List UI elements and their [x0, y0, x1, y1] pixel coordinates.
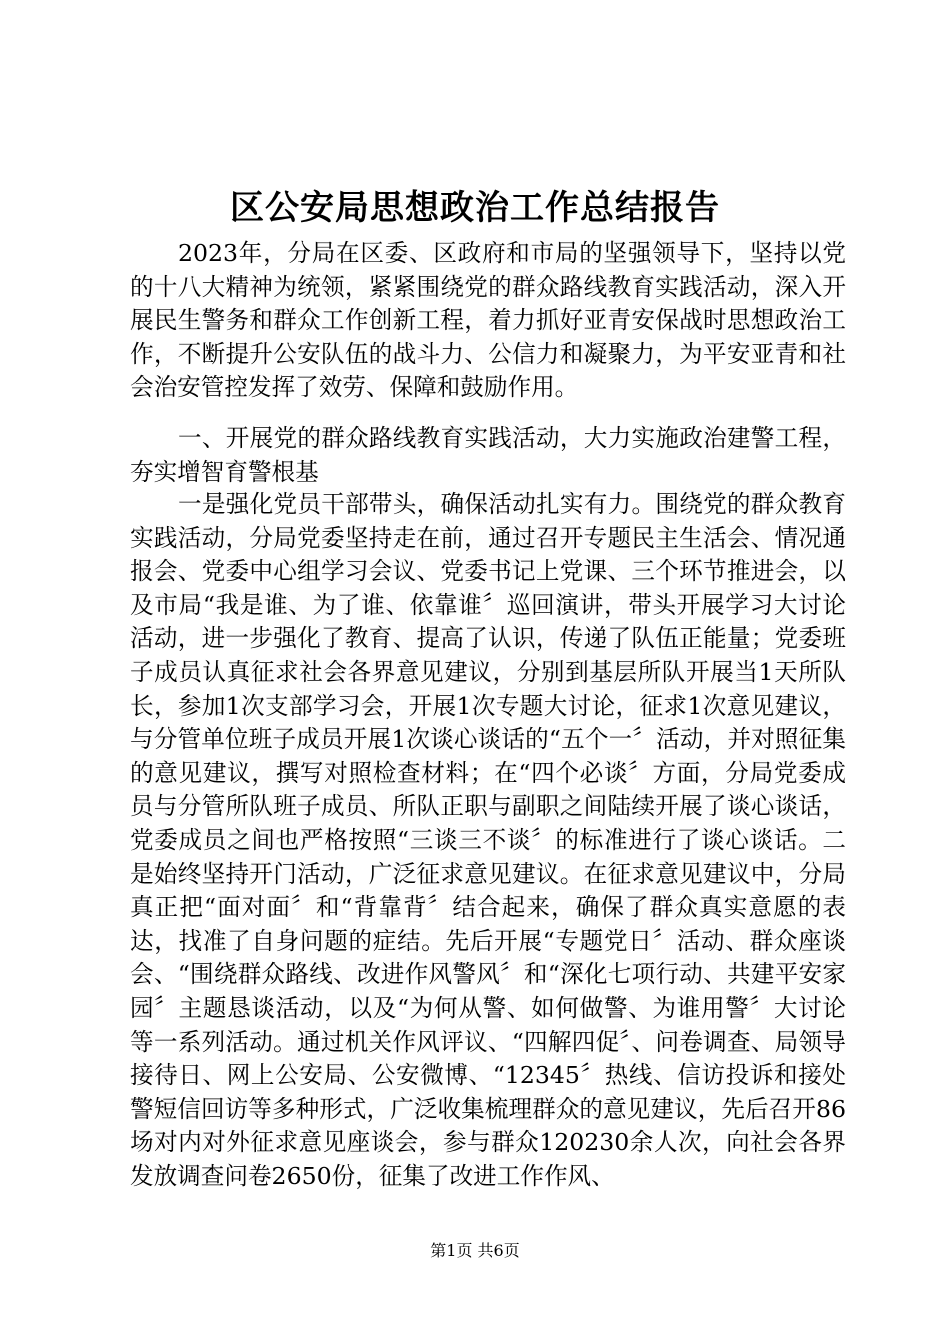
document-title: 区公安局思想政治工作总结报告 [230, 188, 720, 228]
intro-paragraph: 2023年，分局在区委、区政府和市局的坚强领导下，坚持以党的十八大精神为统领，紧紧围绕党的群众路线教育实践活动，深入开展民生警务和群众工作创新工程，着力抓好亚青安保战时思想政治工作，不断提升公安队伍的战斗力、公信力和凝聚力，为平安亚青和社会治安管控发挥了效劳、保障和鼓励作用。 [130, 239, 846, 402]
section-heading: 一、开展党的群众路线教育实践活动，大力实施政治建警工程，夯实增智育警根基 [130, 424, 846, 486]
section-paragraph: 一是强化党员干部带头，确保活动扎实有力。围绕党的群众教育实践活动，分局党委坚持走在前，通过召开专题民主生活会、情况通报会、党委中心组学习会议、党委书记上党课、三个环节推进会，以及市局“我是谁、为了谁、依靠谁〞巡回演讲，带头开展学习大讨论活动，进一步强化了教育、提高了认识，传递了队伍正能量；党委班子成员认真征求社会各界意见建议，分别到基层所队开展当1天所队长，参加1次支部学习会，开展1次专题大讨论，征求1次意见建议，与分管单位班子成员开展1次谈心谈话的“五个一〞活动，并对照征集的意见建议，撰写对照检查材料；在“四个必谈〞方面，分局党委成员与分管所队班子成员、所队正职与副职之间陆续开展了谈心谈话，党委成员之间也严格按照“三谈三不谈〞的标准进行了谈心谈话。二是始终坚持开门活动，广泛征求意见建议。在征求意见建议中，分局真正把“面对面〞和“背靠背〞结合起来，确保了群众真实意愿的表达，找准了自身问题的症结。先后开展“专题党日〞活动、群众座谈会、“围绕群众路线、改进作风警风〞和“深化七项行动、共建平安家园〞主题恳谈活动，以及“为何从警、如何做警、为谁用警〞大讨论等一系列活动。通过机关作风评议、“四解四促〞、问卷调查、局领导接待日、网上公安局、公安微博、“12345〞热线、信访投诉和接处警短信回访等多种形式，广泛收集梳理群众的意见建议，先后召开86场对内对外征求意见座谈会，参与群众120230余人次，向社会各界发放调查问卷2650份，征集了改进工作作风、 [130, 490, 846, 1190]
page-number: 第1页 共6页 [430, 1241, 520, 1260]
